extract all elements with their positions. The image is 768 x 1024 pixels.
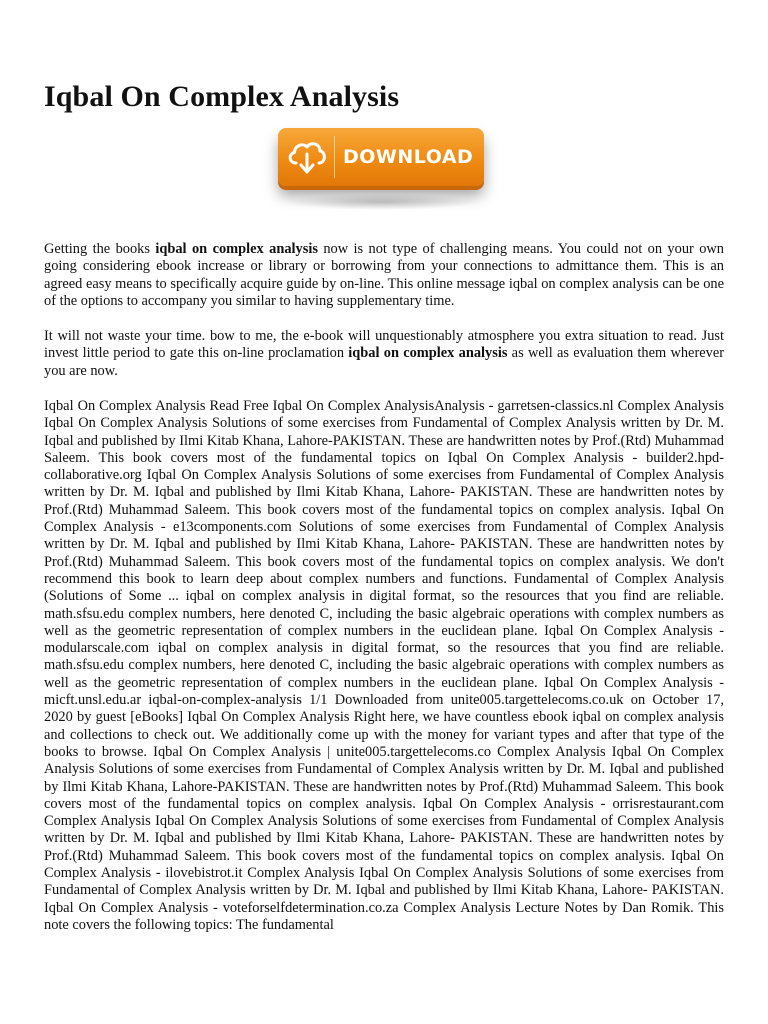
second-paragraph — [44, 328, 724, 380]
download-banner — [278, 128, 492, 218]
intro-paragraph — [44, 241, 724, 310]
body-paragraph: Iqbal On Complex Analysis Read Free Iqbal On Complex AnalysisAnalysis - garretsen-classics.nl Complex Analysis Iqbal On Complex Analysis Solutions of some exercises from Fundamental of Complex Analysis written by Dr. M. Iqbal and published by Ilmi Kitab Khana, Lahore-PAKISTAN. These are handwritten notes by Prof.(Rtd) Muhammad Saleem. This book covers most of the fundamental topics on Iqbal On Complex Analysis - builder2.hpd-collaborative.org Iqbal On Complex Analysis Solutions of some exercises from Fundamental of Complex Analysis written by Dr. M. Iqbal and published by Ilmi Kitab Khana, Lahore- PAKISTAN. These are handwritten notes by Prof.(Rtd) Muhammad Saleem. This book covers most of the fundamental topics on complex analysis. Iqbal On Complex Analysis - e13components.com Solutions of some exercises from Fundamental of Complex Analysis written by Dr. M. Iqbal and published by Ilmi Kitab Khana, Lahore- PAKISTAN. These are handwritten notes by Prof.(Rtd) Muhammad Saleem. This book covers most of the fundamental topics on complex analysis. We don't recommend this book to learn deep about complex numbers and functions. Fundamental of Complex Analysis (Solutions of Some ... iqbal on complex analysis in digital format, so the resources that you find are reliable. math.sfsu.edu complex numbers, here denoted C, including the basic algebraic operations with complex numbers as well as the geometric representation of complex numbers in the euclidean plane. Iqbal On Complex Analysis - modularscale.com iqbal on complex analysis in digital format, so the resources that you find are reliable. math.sfsu.edu complex numbers, here denoted C, including the basic algebraic operations with complex numbers as well as the geometric representation of complex numbers in the euclidean plane. Iqbal On Complex Analysis - micft.unsl.edu.ar iqbal-on-complex-analysis 1/1 Downloaded from unite005.targettelecoms.co.uk on October 17, 2020 by guest [eBooks] Iqbal On Complex Analysis Right here, we have countless ebook iqbal on complex analysis and collections to check out. We additionally come up with the money for variant types and after that type of the books to browse. Iqbal On Complex Analysis | unite005.targettelecoms.co Complex Analysis Iqbal On Complex Analysis Solutions of some exercises from Fundamental of Complex Analysis written by Dr. M. Iqbal and published by Ilmi Kitab Khana, Lahore-PAKISTAN. These are handwritten notes by Prof.(Rtd) Muhammad Saleem. This book covers most of the fundamental topics on complex analysis. Iqbal On Complex Analysis - orrisrestaurant.com Complex Analysis Iqbal On Complex Analysis Solutions of some exercises from Fundamental of Complex Analysis written by Dr. M. Iqbal and published by Ilmi Kitab Khana, Lahore- PAKISTAN. These are handwritten notes by Prof.(Rtd) Muhammad Saleem. This book covers most of the fundamental topics on complex analysis. Iqbal On Complex Analysis - ilovebistrot.it Complex Analysis Iqbal On Complex Analysis Solutions of some exercises from Fundamental of Complex Analysis written by Dr. M. Iqbal and published by Ilmi Kitab Khana, Lahore- PAKISTAN. Iqbal On Complex Analysis - voteforselfdetermination.co.za Complex Analysis Lecture Notes by Dan Romik. This note covers the following topics: The fundamental — [44, 398, 724, 933]
button-divider — [334, 136, 335, 178]
intro-text-tail: now is not type of challenging means. You could not on your own going considering ebook increase or library or borrowing from your connections to admittance them. This is an agreed easy means to specifically acquire guide by on-line. This online message iqbal on complex analysis can be one of the options to accompany you similar to having supplementary time. — [44, 241, 724, 309]
intro-text-lead: Getting the books — [44, 241, 156, 257]
second-text-lead: It will not waste your time. bow to me, the e-book will unquestionably atmosphere you extra situation to read. Just invest little period to gate this on-line proclamation — [44, 328, 724, 362]
document-title: Iqbal On Complex Analysis — [44, 80, 400, 113]
intro-keyword: iqbal on complex analysis — [155, 241, 318, 257]
download-button[interactable] — [278, 128, 484, 186]
download-button-label: DOWNLOAD — [343, 146, 474, 168]
second-text-tail: as well as evaluation them wherever you are now. — [44, 345, 725, 379]
button-shadow — [284, 194, 480, 210]
cloud-download-icon — [284, 134, 330, 180]
second-keyword: iqbal on complex analysis — [348, 345, 508, 362]
